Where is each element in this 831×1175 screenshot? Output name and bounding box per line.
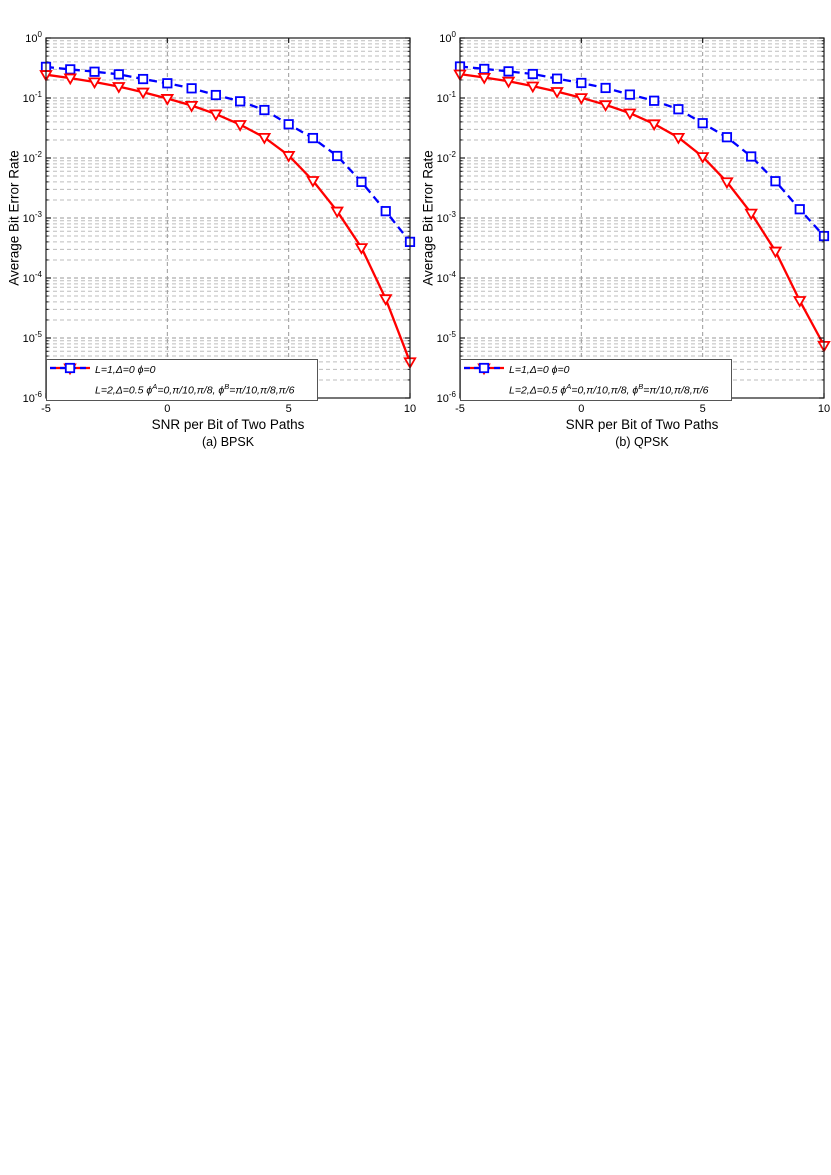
square-marker xyxy=(382,207,390,215)
y-tick-label: $10^0$ xyxy=(25,30,42,45)
y-grid-minor xyxy=(46,41,410,380)
x-tick-label: 0 xyxy=(164,403,171,415)
square-marker xyxy=(90,68,98,76)
x-tick-label: -5 xyxy=(41,403,51,415)
y-tick-label: $10^{-5}$ xyxy=(22,330,42,345)
square-marker xyxy=(747,152,755,160)
legend-label: L=2,Δ=0.5 $\phi^A=0,\pi/10,\pi/8$, $\phi^B=\pi/10,\pi/8,\pi/6$ xyxy=(95,382,295,397)
square-marker xyxy=(236,97,244,105)
square-marker xyxy=(601,84,609,92)
y-tick-label: $10^{-4}$ xyxy=(436,270,456,285)
y-tick-label: $10^{-6}$ xyxy=(436,390,456,405)
y-tick-labels xyxy=(437,30,457,405)
square-marker xyxy=(115,70,123,78)
square-marker xyxy=(698,119,706,127)
square-marker xyxy=(650,97,658,105)
square-marker xyxy=(187,84,195,92)
y-tick-label: $10^{-2}$ xyxy=(436,150,456,165)
square-marker xyxy=(260,106,268,114)
square-marker xyxy=(796,205,804,213)
y-minor-ticks xyxy=(46,41,410,380)
y-tick-label: $10^{-3}$ xyxy=(22,210,42,225)
y-axis-label: Average Bit Error Rate xyxy=(6,150,22,286)
y-minor-ticks xyxy=(460,41,824,380)
x-axis-label: SNR per Bit of Two Paths xyxy=(151,417,305,432)
x-tick-label: 0 xyxy=(578,403,585,415)
y-axis-label: Average Bit Error Rate xyxy=(420,150,436,286)
legend xyxy=(46,359,318,401)
legend-label: L=1,Δ=0 ϕ=0 xyxy=(509,364,570,377)
square-marker xyxy=(674,105,682,113)
square-marker xyxy=(139,75,147,83)
y-tick-label: $10^{-5}$ xyxy=(436,330,456,345)
legend-entry xyxy=(463,380,729,399)
chart-bpsk xyxy=(0,0,420,470)
legend-label: L=2,Δ=0.5 $\phi^A=0,\pi/10,\pi/8$, $\phi^B=\pi/10,\pi/8,\pi/6$ xyxy=(509,382,709,397)
series-l2 xyxy=(456,62,828,240)
y-tick-label: $10^{-1}$ xyxy=(436,90,456,105)
y-tick-label: $10^0$ xyxy=(439,30,456,45)
legend-label: L=1,Δ=0 ϕ=0 xyxy=(95,364,156,377)
square-marker xyxy=(357,178,365,186)
subplot-caption: (a) BPSK xyxy=(201,435,255,449)
square-marker xyxy=(577,79,585,87)
x-axis-label: SNR per Bit of Two Paths xyxy=(565,417,719,432)
square-marker xyxy=(66,65,74,73)
square-marker xyxy=(163,79,171,87)
y-tick-label: $10^{-4}$ xyxy=(22,270,42,285)
square-marker xyxy=(529,70,537,78)
square-marker xyxy=(212,91,220,99)
y-tick-label: $10^{-3}$ xyxy=(436,210,456,225)
triangle-down-marker xyxy=(770,248,780,257)
x-tick-labels xyxy=(455,403,830,415)
x-tick-label: 10 xyxy=(817,403,831,415)
square-marker xyxy=(309,134,317,142)
x-tick-label: 5 xyxy=(285,403,292,415)
square-marker xyxy=(626,90,634,98)
square-marker xyxy=(771,177,779,185)
square-marker xyxy=(480,65,488,73)
x-tick-label: 5 xyxy=(699,403,706,415)
square-marker xyxy=(553,74,561,82)
square-marker xyxy=(723,133,731,141)
y-tick-label: $10^{-6}$ xyxy=(22,390,42,405)
series-l1 xyxy=(455,71,829,351)
x-tick-labels xyxy=(41,403,416,415)
y-tick-label: $10^{-2}$ xyxy=(22,150,42,165)
x-tick-label: 10 xyxy=(403,403,417,415)
x-tick-label: -5 xyxy=(455,403,465,415)
triangle-down-marker xyxy=(381,295,391,304)
legend-entry xyxy=(49,380,315,399)
y-tick-label: $10^{-1}$ xyxy=(22,90,42,105)
square-marker xyxy=(504,67,512,75)
square-marker xyxy=(333,152,341,160)
square-marker xyxy=(284,120,292,128)
chart-qpsk xyxy=(414,0,831,470)
legend-sample-square-icon xyxy=(49,382,95,398)
legend xyxy=(460,359,732,401)
y-tick-labels xyxy=(23,30,43,405)
legend-sample-square-icon xyxy=(463,382,509,398)
y-grid-minor xyxy=(460,41,824,380)
triangle-down-marker xyxy=(356,244,366,253)
series-l2 xyxy=(42,63,414,246)
series-l1 xyxy=(41,71,415,367)
subplot-caption: (b) QPSK xyxy=(615,435,669,449)
